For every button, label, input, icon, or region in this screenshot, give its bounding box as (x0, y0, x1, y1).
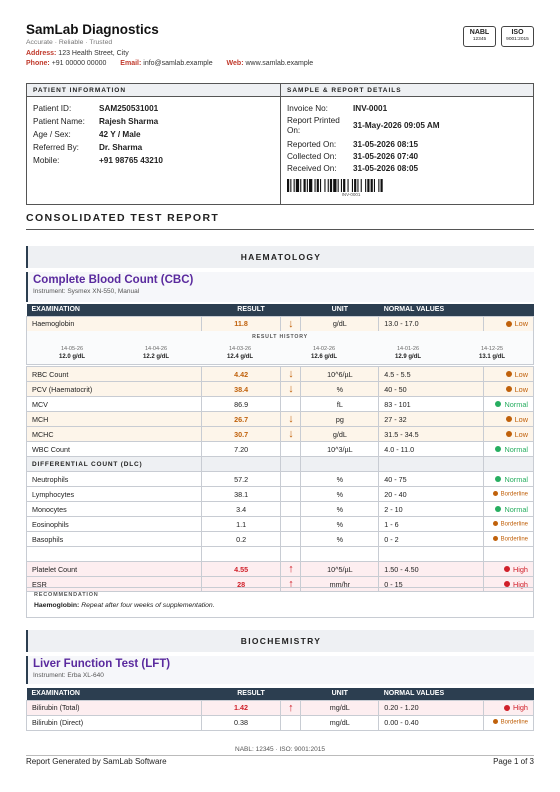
email-value[interactable]: info@samlab.example (143, 60, 213, 67)
test-range: 1 - 6 (379, 517, 484, 532)
col-normal-values: NORMAL VALUES (379, 304, 534, 316)
test-name: Neutrophils (27, 472, 202, 487)
footer-accreditation: NABL: 12345 · ISO: 9001:2015 (235, 746, 325, 753)
collected-value: 31-05-2026 07:40 (353, 152, 419, 161)
recommendation-title: RECOMMENDATION (34, 592, 99, 598)
test-range: 40 - 50 (379, 382, 484, 397)
status-dot-icon (504, 566, 510, 572)
test-result: 4.55 (201, 562, 281, 577)
patient-id-value: SAM250531001 (99, 104, 159, 113)
lab-tagline: Accurate · Reliable · Trusted (26, 39, 113, 46)
test-result: 38.1 (201, 487, 281, 502)
arrow-slot (281, 502, 301, 517)
address-label: Address: (26, 50, 57, 57)
arrow-slot (281, 517, 301, 532)
status-text: Normal (504, 399, 528, 409)
col-result: RESULT (201, 688, 301, 700)
table-row (27, 412, 534, 427)
history-value: 12.2 g/dL (142, 354, 169, 360)
arrow-slot (281, 397, 301, 412)
status-text: Normal (504, 444, 528, 454)
status-dot-icon (493, 521, 498, 526)
field-label: Patient Name: (33, 117, 85, 126)
status-text: High (512, 579, 528, 589)
test-result: 86.9 (201, 397, 281, 412)
instrument: Instrument: Erba XL-640 (33, 672, 104, 679)
test-unit: % (301, 382, 379, 397)
status-text: Low (514, 429, 528, 439)
field-label: Referred By: (33, 143, 79, 152)
test-range: 40 - 75 (379, 472, 484, 487)
table-row (27, 502, 534, 517)
test-unit: 10^6/µL (301, 367, 379, 382)
test-unit: g/dL (301, 427, 379, 442)
referred-by-value: Dr. Sharma (99, 143, 143, 152)
history-value: 12.6 g/dL (310, 354, 337, 360)
test-result: 26.7 (201, 412, 281, 427)
status-badge (483, 502, 533, 517)
table-row-haemoglobin (27, 316, 534, 331)
web-value[interactable]: www.samlab.example (245, 60, 314, 67)
test-range: 0.00 - 0.40 (379, 715, 484, 730)
history-value: 12.9 g/dL (394, 354, 421, 360)
received-value: 31-05-2026 08:05 (353, 164, 419, 173)
table-row (27, 715, 534, 730)
table-row (27, 367, 534, 382)
status-dot-icon (506, 371, 512, 377)
field-label: Collected On: (287, 152, 337, 161)
test-unit: % (301, 532, 379, 547)
test-range: 83 - 101 (379, 397, 484, 412)
table-row (27, 472, 534, 487)
status-text: Borderline (500, 491, 528, 498)
status-text: Borderline (500, 536, 528, 543)
status-badge (483, 412, 533, 427)
web-label: Web: (226, 60, 244, 67)
table-row (27, 562, 534, 577)
history-item (114, 346, 198, 360)
arrow-down-icon: ↓ (281, 316, 301, 331)
field-label: Report Printed (287, 116, 340, 125)
test-result: 57.2 (201, 472, 281, 487)
table-row (27, 532, 534, 547)
test-unit: g/dL (301, 316, 379, 331)
address-value: 123 Health Street, City (58, 50, 129, 57)
phone-value: +91 00000 00000 (51, 60, 107, 67)
status-text: Normal (504, 474, 528, 484)
test-name: ESR (27, 577, 202, 592)
status-badge (483, 382, 533, 397)
test-unit: % (301, 487, 379, 502)
status-badge (484, 316, 534, 331)
test-unit: mm/hr (301, 577, 379, 592)
test-range: 1.50 - 4.50 (379, 562, 484, 577)
status-badge (483, 532, 533, 547)
table-row (27, 382, 534, 397)
arrow-down-icon: ↓ (281, 367, 301, 382)
field-label: On: (287, 126, 301, 135)
field-label: Mobile: (33, 156, 60, 165)
field-label: Invoice No: (287, 104, 328, 113)
lab-name: SamLab Diagnostics (26, 22, 159, 37)
test-range: 20 - 40 (379, 487, 484, 502)
status-text: Low (514, 369, 528, 379)
history-date: 14-12-25 (480, 346, 504, 352)
status-badge (483, 397, 533, 412)
test-name: MCH (27, 412, 202, 427)
test-result: 3.4 (201, 502, 281, 517)
status-text: High (512, 703, 528, 712)
arrow-slot (281, 472, 301, 487)
test-title: Complete Blood Count (CBC) (33, 274, 194, 286)
col-unit: UNIT (301, 688, 379, 700)
footer-divider (26, 755, 534, 756)
table-row (27, 517, 534, 532)
lab-address (26, 50, 534, 57)
test-unit: 10^3/µL (301, 442, 379, 457)
footer-generated: Report Generated by SamLab Software (26, 757, 167, 766)
history-date: 14-03-26 (228, 346, 252, 352)
test-unit: fL (301, 397, 379, 412)
spacer-row (27, 547, 534, 562)
table-row (27, 487, 534, 502)
nabl-badge (463, 26, 496, 47)
status-text: Low (514, 384, 528, 394)
barcode-text: INV-0001 (341, 192, 361, 197)
dlc-header-row (27, 457, 534, 472)
test-name: Eosinophils (27, 517, 202, 532)
recommendation-key: Haemoglobin: (34, 602, 80, 609)
divider (26, 229, 534, 230)
status-dot-icon (495, 401, 501, 407)
page-number: Page 1 of 3 (493, 757, 534, 766)
test-name: Basophils (27, 532, 202, 547)
arrow-slot (281, 715, 301, 730)
test-result: 0.2 (201, 532, 281, 547)
test-unit: % (301, 517, 379, 532)
test-range: 31.5 - 34.5 (379, 427, 484, 442)
status-dot-icon (495, 446, 501, 452)
test-range: 4.5 - 5.5 (379, 367, 484, 382)
test-range: 0 - 15 (379, 577, 484, 592)
col-result: RESULT (201, 304, 301, 316)
test-name: Haemoglobin (27, 316, 202, 331)
history-item (198, 346, 282, 360)
cbc-table-head (26, 304, 534, 332)
badge-sub: 9001:2015 (506, 37, 529, 42)
history-value: 12.4 g/dL (226, 354, 253, 360)
dept-header-haematology: HAEMATOLOGY (26, 246, 534, 268)
col-examination: EXAMINATION (27, 688, 202, 700)
table-row (27, 427, 534, 442)
field-label: Reported On: (287, 140, 337, 149)
printed-value: 31-May-2026 09:05 AM (353, 121, 440, 130)
invoice-value: INV-0001 (353, 104, 388, 113)
col-unit: UNIT (301, 304, 379, 316)
test-header-lft (26, 656, 534, 684)
report-title: CONSOLIDATED TEST REPORT (26, 212, 220, 224)
arrow-up-icon: ↑ (281, 577, 301, 592)
history-item (450, 346, 534, 360)
history-title: RESULT HISTORY (252, 334, 308, 340)
arrow-up-icon: ↑ (281, 562, 301, 577)
test-unit: mg/dL (301, 715, 379, 730)
test-name: Bilirubin (Total) (27, 700, 202, 715)
lft-table (26, 688, 534, 731)
lab-header (26, 22, 534, 67)
test-range: 4.0 - 11.0 (379, 442, 484, 457)
test-result: 1.42 (201, 700, 281, 715)
status-dot-icon (495, 506, 501, 512)
status-text: Borderline (500, 521, 528, 528)
recommendation-text (34, 602, 526, 609)
test-range: 0.20 - 1.20 (379, 700, 484, 715)
status-dot-icon (506, 416, 512, 422)
test-name: PCV (Haematocrit) (27, 382, 202, 397)
test-result: 38.4 (201, 382, 281, 397)
recommendation-body: Repeat after four weeks of supplementation. (81, 602, 215, 609)
status-badge (483, 562, 533, 577)
table-row (27, 442, 534, 457)
test-result: 28 (201, 577, 281, 592)
status-badge (483, 517, 533, 532)
phone-label: Phone: (26, 60, 50, 67)
status-dot-icon (506, 386, 512, 392)
test-unit: 10^5/µL (301, 562, 379, 577)
status-text: Low (514, 414, 528, 424)
history-date: 14-02-26 (312, 346, 336, 352)
accreditation-badges (463, 26, 534, 47)
history-item (366, 346, 450, 360)
status-dot-icon (493, 536, 498, 541)
status-badge (483, 487, 533, 502)
history-date: 14-05-26 (60, 346, 84, 352)
test-name: RBC Count (27, 367, 202, 382)
status-badge (483, 472, 533, 487)
field-label: Patient ID: (33, 104, 72, 113)
status-badge (483, 715, 533, 730)
test-range: 13.0 - 17.0 (379, 316, 484, 331)
status-badge (483, 367, 533, 382)
table-row (27, 397, 534, 412)
dlc-header: DIFFERENTIAL COUNT (DLC) (27, 457, 202, 472)
col-normal-values: NORMAL VALUES (379, 688, 534, 700)
history-date: 14-04-26 (144, 346, 168, 352)
arrow-up-icon: ↑ (281, 700, 301, 715)
iso-badge (501, 26, 534, 47)
status-dot-icon (495, 476, 501, 482)
badge-sub: 12345 (472, 37, 487, 42)
arrow-down-icon: ↓ (281, 427, 301, 442)
arrow-slot (281, 442, 301, 457)
test-result: 30.7 (201, 427, 281, 442)
test-name: MCHC (27, 427, 202, 442)
table-row (27, 700, 534, 715)
test-result: 0.38 (201, 715, 281, 730)
reported-value: 31-05-2026 08:15 (353, 140, 419, 149)
test-unit: pg (301, 412, 379, 427)
status-text: Low (514, 319, 528, 328)
history-value: 13.1 g/dL (478, 354, 505, 360)
field-label: Age / Sex: (33, 130, 71, 139)
status-badge (483, 442, 533, 457)
test-name: Platelet Count (27, 562, 202, 577)
barcode (287, 179, 415, 192)
test-header-cbc (26, 272, 534, 302)
test-name: WBC Count (27, 442, 202, 457)
patient-info-header: PATIENT INFORMATION (27, 84, 280, 97)
info-box (26, 83, 534, 205)
history-date: 14-01-26 (396, 346, 420, 352)
col-examination: EXAMINATION (27, 304, 202, 316)
test-range: 2 - 10 (379, 502, 484, 517)
test-name: Lymphocytes (27, 487, 202, 502)
email-label: Email: (120, 60, 142, 67)
mobile-value: +91 98765 43210 (99, 156, 163, 165)
test-result: 4.42 (201, 367, 281, 382)
test-title: Liver Function Test (LFT) (33, 658, 171, 670)
test-unit: % (301, 502, 379, 517)
status-dot-icon (506, 431, 512, 437)
patient-info-panel (27, 84, 281, 204)
arrow-slot (281, 532, 301, 547)
status-dot-icon (493, 719, 498, 724)
test-name: MCV (27, 397, 202, 412)
status-dot-icon (506, 321, 512, 327)
badge-title: NABL (469, 29, 490, 36)
status-dot-icon (493, 491, 498, 496)
result-history (26, 331, 534, 365)
test-unit: mg/dL (301, 700, 379, 715)
patient-name-value: Rajesh Sharma (99, 117, 159, 126)
history-item (30, 346, 114, 360)
status-badge (483, 427, 533, 442)
test-result: 1.1 (201, 517, 281, 532)
badge-title: ISO (511, 29, 524, 36)
test-range: 27 - 32 (379, 412, 484, 427)
status-text: Normal (504, 504, 528, 514)
instrument: Instrument: Sysmex XN-550, Manual (33, 288, 140, 295)
test-name: Monocytes (27, 502, 202, 517)
test-unit: % (301, 472, 379, 487)
test-result: 7.20 (201, 442, 281, 457)
history-item (282, 346, 366, 360)
status-text: Borderline (500, 719, 528, 726)
history-value: 12.0 g/dL (58, 354, 85, 360)
recommendation-box (26, 587, 534, 618)
arrow-down-icon: ↓ (281, 382, 301, 397)
status-text: High (512, 564, 528, 574)
test-result: 11.8 (201, 316, 281, 331)
age-sex-value: 42 Y / Male (99, 130, 141, 139)
test-name: Bilirubin (Direct) (27, 715, 202, 730)
field-label: Received On: (287, 164, 337, 173)
arrow-slot (281, 487, 301, 502)
sample-info-header: SAMPLE & REPORT DETAILS (281, 84, 533, 97)
status-badge (483, 700, 533, 715)
cbc-table-body (26, 366, 534, 592)
dept-header-biochemistry: BIOCHEMISTRY (26, 630, 534, 652)
arrow-down-icon: ↓ (281, 412, 301, 427)
test-range: 0 - 2 (379, 532, 484, 547)
lab-contact (26, 60, 534, 67)
status-dot-icon (504, 705, 510, 711)
